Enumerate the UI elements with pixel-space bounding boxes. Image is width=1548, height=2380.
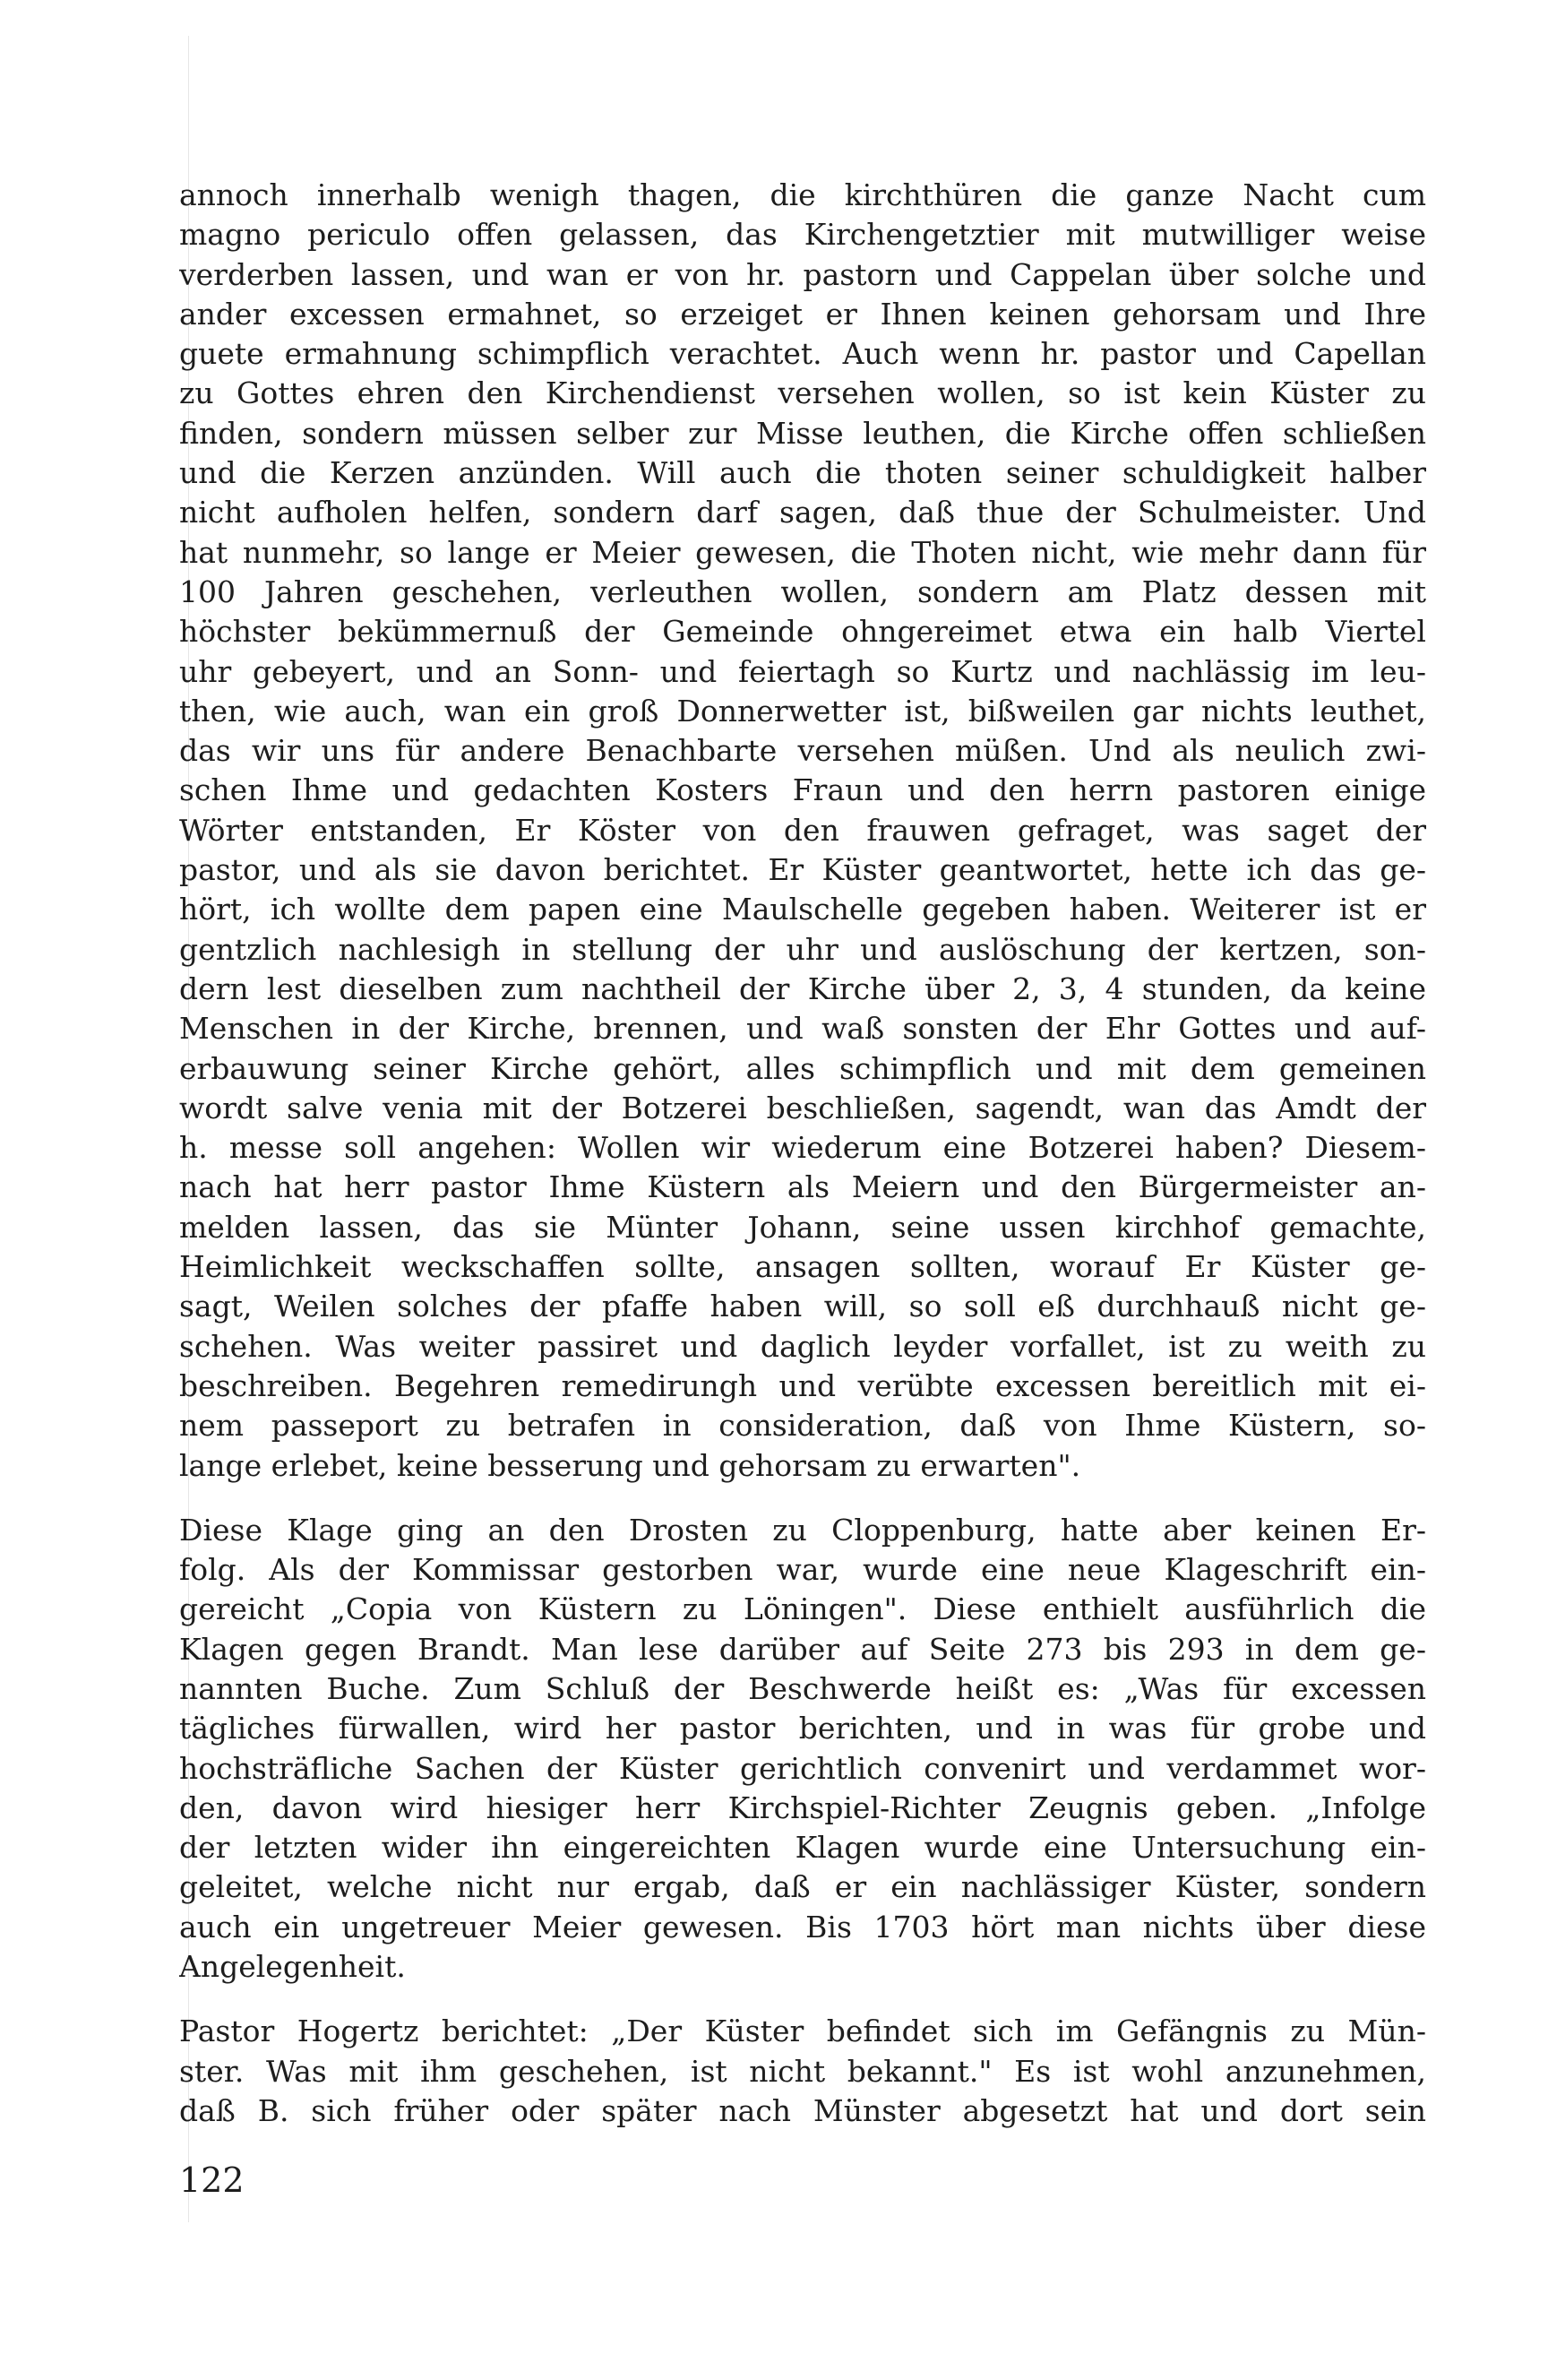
- text-line: zu Gottes ehren den Kirchendienst versehen wollen, so ist kein Küster zu: [179, 375, 1426, 411]
- page-number: 122: [179, 2160, 245, 2200]
- text-line: hochsträfliche Sachen der Küster gerichtlich convenirt und verdammet wor-: [179, 1750, 1426, 1786]
- text-line: 100 Jahren geschehen, verleuthen wollen, sondern am Platz dessen mit: [179, 573, 1426, 609]
- paragraph-gap: [179, 1987, 1426, 2012]
- text-line: schen Ihme und gedachten Kosters Fraun und den herrn pastoren einige: [179, 772, 1426, 808]
- text-line: melden lassen, das sie Münter Johann, seine ussen kirchhof gemachte,: [179, 1209, 1426, 1245]
- text-line: pastor, und als sie davon berichtet. Er Küster geantwortet, hette ich das ge-: [179, 852, 1426, 888]
- text-line: den, davon wird hiesiger herr Kirchspiel-Richter Zeugnis geben. „Infolge: [179, 1789, 1426, 1825]
- paragraph-gap: [179, 1486, 1426, 1511]
- text-line: beschreiben. Begehren remedirungh und verübte excessen bereitlich mit ei-: [179, 1367, 1426, 1403]
- text-line: schehen. Was weiter passiret und daglich leyder vorfallet, ist zu weith zu: [179, 1328, 1426, 1364]
- paragraph: [179, 2012, 1426, 2131]
- text-line: nach hat herr pastor Ihme Küstern als Meiern und den Bürgermeister an-: [179, 1169, 1426, 1205]
- text-line: der letzten wider ihn eingereichten Klagen wurde eine Untersuchung ein-: [179, 1830, 1426, 1866]
- text-line: then, wie auch, wan ein groß Donnerwetter ist, bißweilen gar nichts leuthet,: [179, 693, 1426, 729]
- text-line: hört, ich wollte dem papen eine Maulschelle gegeben haben. Weiterer ist er: [179, 892, 1426, 927]
- text-line: h. messe soll angehen: Wollen wir wiederum eine Botzerei haben? Diesem-: [179, 1130, 1426, 1166]
- text-line: gentzlich nachlesigh in stellung der uhr und auslöschung der kertzen, son-: [179, 931, 1426, 967]
- text-line: Pastor Hogertz berichtet: „Der Küster befindet sich im Gefängnis zu Mün-: [179, 2014, 1426, 2049]
- text-line: nicht aufholen helfen, sondern darf sagen, daß thue der Schulmeister. Und: [179, 495, 1426, 530]
- text-line: finden, sondern müssen selber zur Misse leuthen, die Kirche offen schließen: [179, 415, 1426, 451]
- text-line: ander excessen ermahnet, so erzeiget er Ihnen keinen gehorsam und Ihre: [179, 296, 1426, 332]
- text-line: nannten Buche. Zum Schluß der Beschwerde heißt es: „Was für excessen: [179, 1670, 1426, 1706]
- text-line: Diese Klage ging an den Drosten zu Cloppenburg, hatte aber keinen Er-: [179, 1512, 1426, 1548]
- text-line: Klagen gegen Brandt. Man lese darüber auf Seite 273 bis 293 in dem ge-: [179, 1631, 1426, 1667]
- text-line: Menschen in der Kirche, brennen, und waß sonsten der Ehr Gottes und auf-: [179, 1011, 1426, 1047]
- text-line: geleitet, welche nicht nur ergab, daß er ein nachlässiger Küster, sondern: [179, 1869, 1426, 1905]
- paragraph: [179, 176, 1426, 1486]
- text-line: das wir uns für andere Benachbarte versehen müßen. Und als neulich zwi-: [179, 733, 1426, 769]
- text-line: sagt, Weilen solches der pfaffe haben will, so soll eß durchhauß nicht ge-: [179, 1289, 1426, 1324]
- text-line: und die Kerzen anzünden. Will auch die thoten seiner schuldigkeit halber: [179, 455, 1426, 491]
- text-line: folg. Als der Kommissar gestorben war, wurde eine neue Klageschrift ein-: [179, 1552, 1426, 1588]
- text-line: daß B. sich früher oder später nach Münster abgesetzt hat und dort sein: [179, 2092, 1426, 2128]
- text-line: wordt salve venia mit der Botzerei beschließen, sagendt, wan das Amdt der: [179, 1090, 1426, 1125]
- text-line: lange erlebet, keine besserung und gehorsam zu erwarten".: [179, 1447, 1081, 1483]
- text-line: erbauwung seiner Kirche gehört, alles schimpflich und mit dem gemeinen: [179, 1050, 1426, 1086]
- text-line: hat nunmehr, so lange er Meier gewesen, die Thoten nicht, wie mehr dann für: [179, 534, 1426, 570]
- paragraph: [179, 1511, 1426, 1988]
- body-text: [179, 176, 1426, 2131]
- text-line: Wörter entstanden, Er Köster von den frauwen gefraget, was saget der: [179, 812, 1426, 848]
- text-line: annoch innerhalb wenigh thagen, die kirchthüren die ganze Nacht cum: [179, 177, 1426, 212]
- text-line: ster. Was mit ihm geschehen, ist nicht bekannt." Es ist wohl anzunehmen,: [179, 2053, 1426, 2089]
- text-line: Heimlichkeit weckschaffen sollte, ansagen sollten, worauf Er Küster ge-: [179, 1249, 1426, 1285]
- text-line: gereicht „Copia von Küstern zu Löningen". Diese enthielt ausführlich die: [179, 1591, 1426, 1627]
- text-line: tägliches fürwallen, wird her pastor berichten, und in was für grobe und: [179, 1711, 1426, 1746]
- text-line: verderben lassen, und wan er von hr. pastorn und Cappelan über solche und: [179, 256, 1426, 292]
- text-line: höchster bekümmernuß der Gemeinde ohngereimet etwa ein halb Viertel: [179, 614, 1426, 650]
- text-line: uhr gebeyert, und an Sonn- und feiertagh so Kurtz und nachlässig im leu-: [179, 653, 1426, 689]
- text-line: guete ermahnung schimpflich verachtet. Auch wenn hr. pastor und Capellan: [179, 336, 1426, 372]
- text-line: dern lest dieselben zum nachtheil der Kirche über 2, 3, 4 stunden, da keine: [179, 970, 1426, 1006]
- text-line: Angelegenheit.: [179, 1949, 406, 1985]
- text-line: auch ein ungetreuer Meier gewesen. Bis 1703 hört man nichts über diese: [179, 1909, 1426, 1945]
- text-line: magno periculo offen gelassen, das Kirchengetztier mit mutwilliger weise: [179, 217, 1426, 253]
- text-line: nem passeport zu betrafen in consideration, daß von Ihme Küstern, so-: [179, 1408, 1426, 1444]
